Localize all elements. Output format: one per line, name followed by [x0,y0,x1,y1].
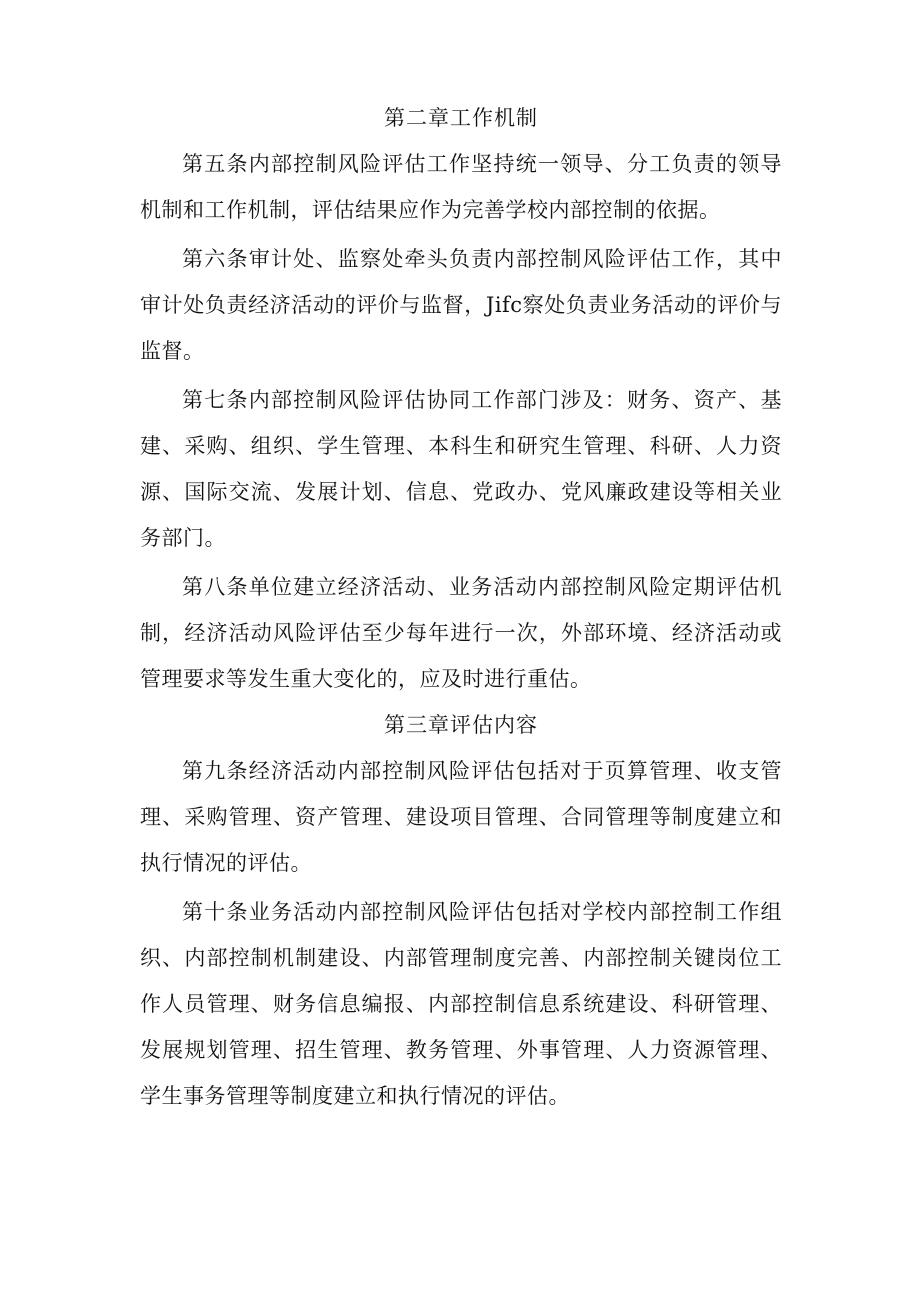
chapter-2-title: 第二章工作机制 [384,106,538,130]
article-7: 第七条内部控制风险评估协同工作部门涉及：财务、资产、基建、采购、组织、学生管理、本科生和研究生管理、科研、人力资源、国际交流、发展计划、信息、党政办、党风廉政建设等相关业务部门。 [140,388,782,550]
chapter-3-title: 第三章评估内容 [384,713,538,737]
document-page [140,98,782,1122]
article-8: 第八条单位建立经济活动、业务活动内部控制风险定期评估机制，经济活动风险评估至少每年进行一次，外部环境、经济活动或管理要求等发生重大变化的，应及时进行重估。 [140,575,782,691]
article-10: 第十条业务活动内部控制风险评估包括对学校内部控制工作组织、内部控制机制建设、内部管理制度完善、内部控制关键岗位工作人员管理、财务信息编报、内部控制信息系统建设、科研管理、发展规划管理、招生管理、教务管理、外事管理、人力资源管理、学生事务管理等制度建立和执行情况的评估。 [140,900,782,1108]
article-5: 第五条内部控制风险评估工作坚持统一领导、分工负责的领导机制和工作机制，评估结果应作为完善学校内部控制的依据。 [140,152,782,222]
article-9: 第九条经济活动内部控制风险评估包括对于页算管理、收支管理、采购管理、资产管理、建设项目管理、合同管理等制度建立和执行情况的评估。 [140,759,782,875]
article-6: 第六条审计处、监察处牵头负责内部控制风险评估工作，其中审计处负责经济活动的评价与监督，Jifc察处负责业务活动的评价与监督。 [140,247,782,363]
